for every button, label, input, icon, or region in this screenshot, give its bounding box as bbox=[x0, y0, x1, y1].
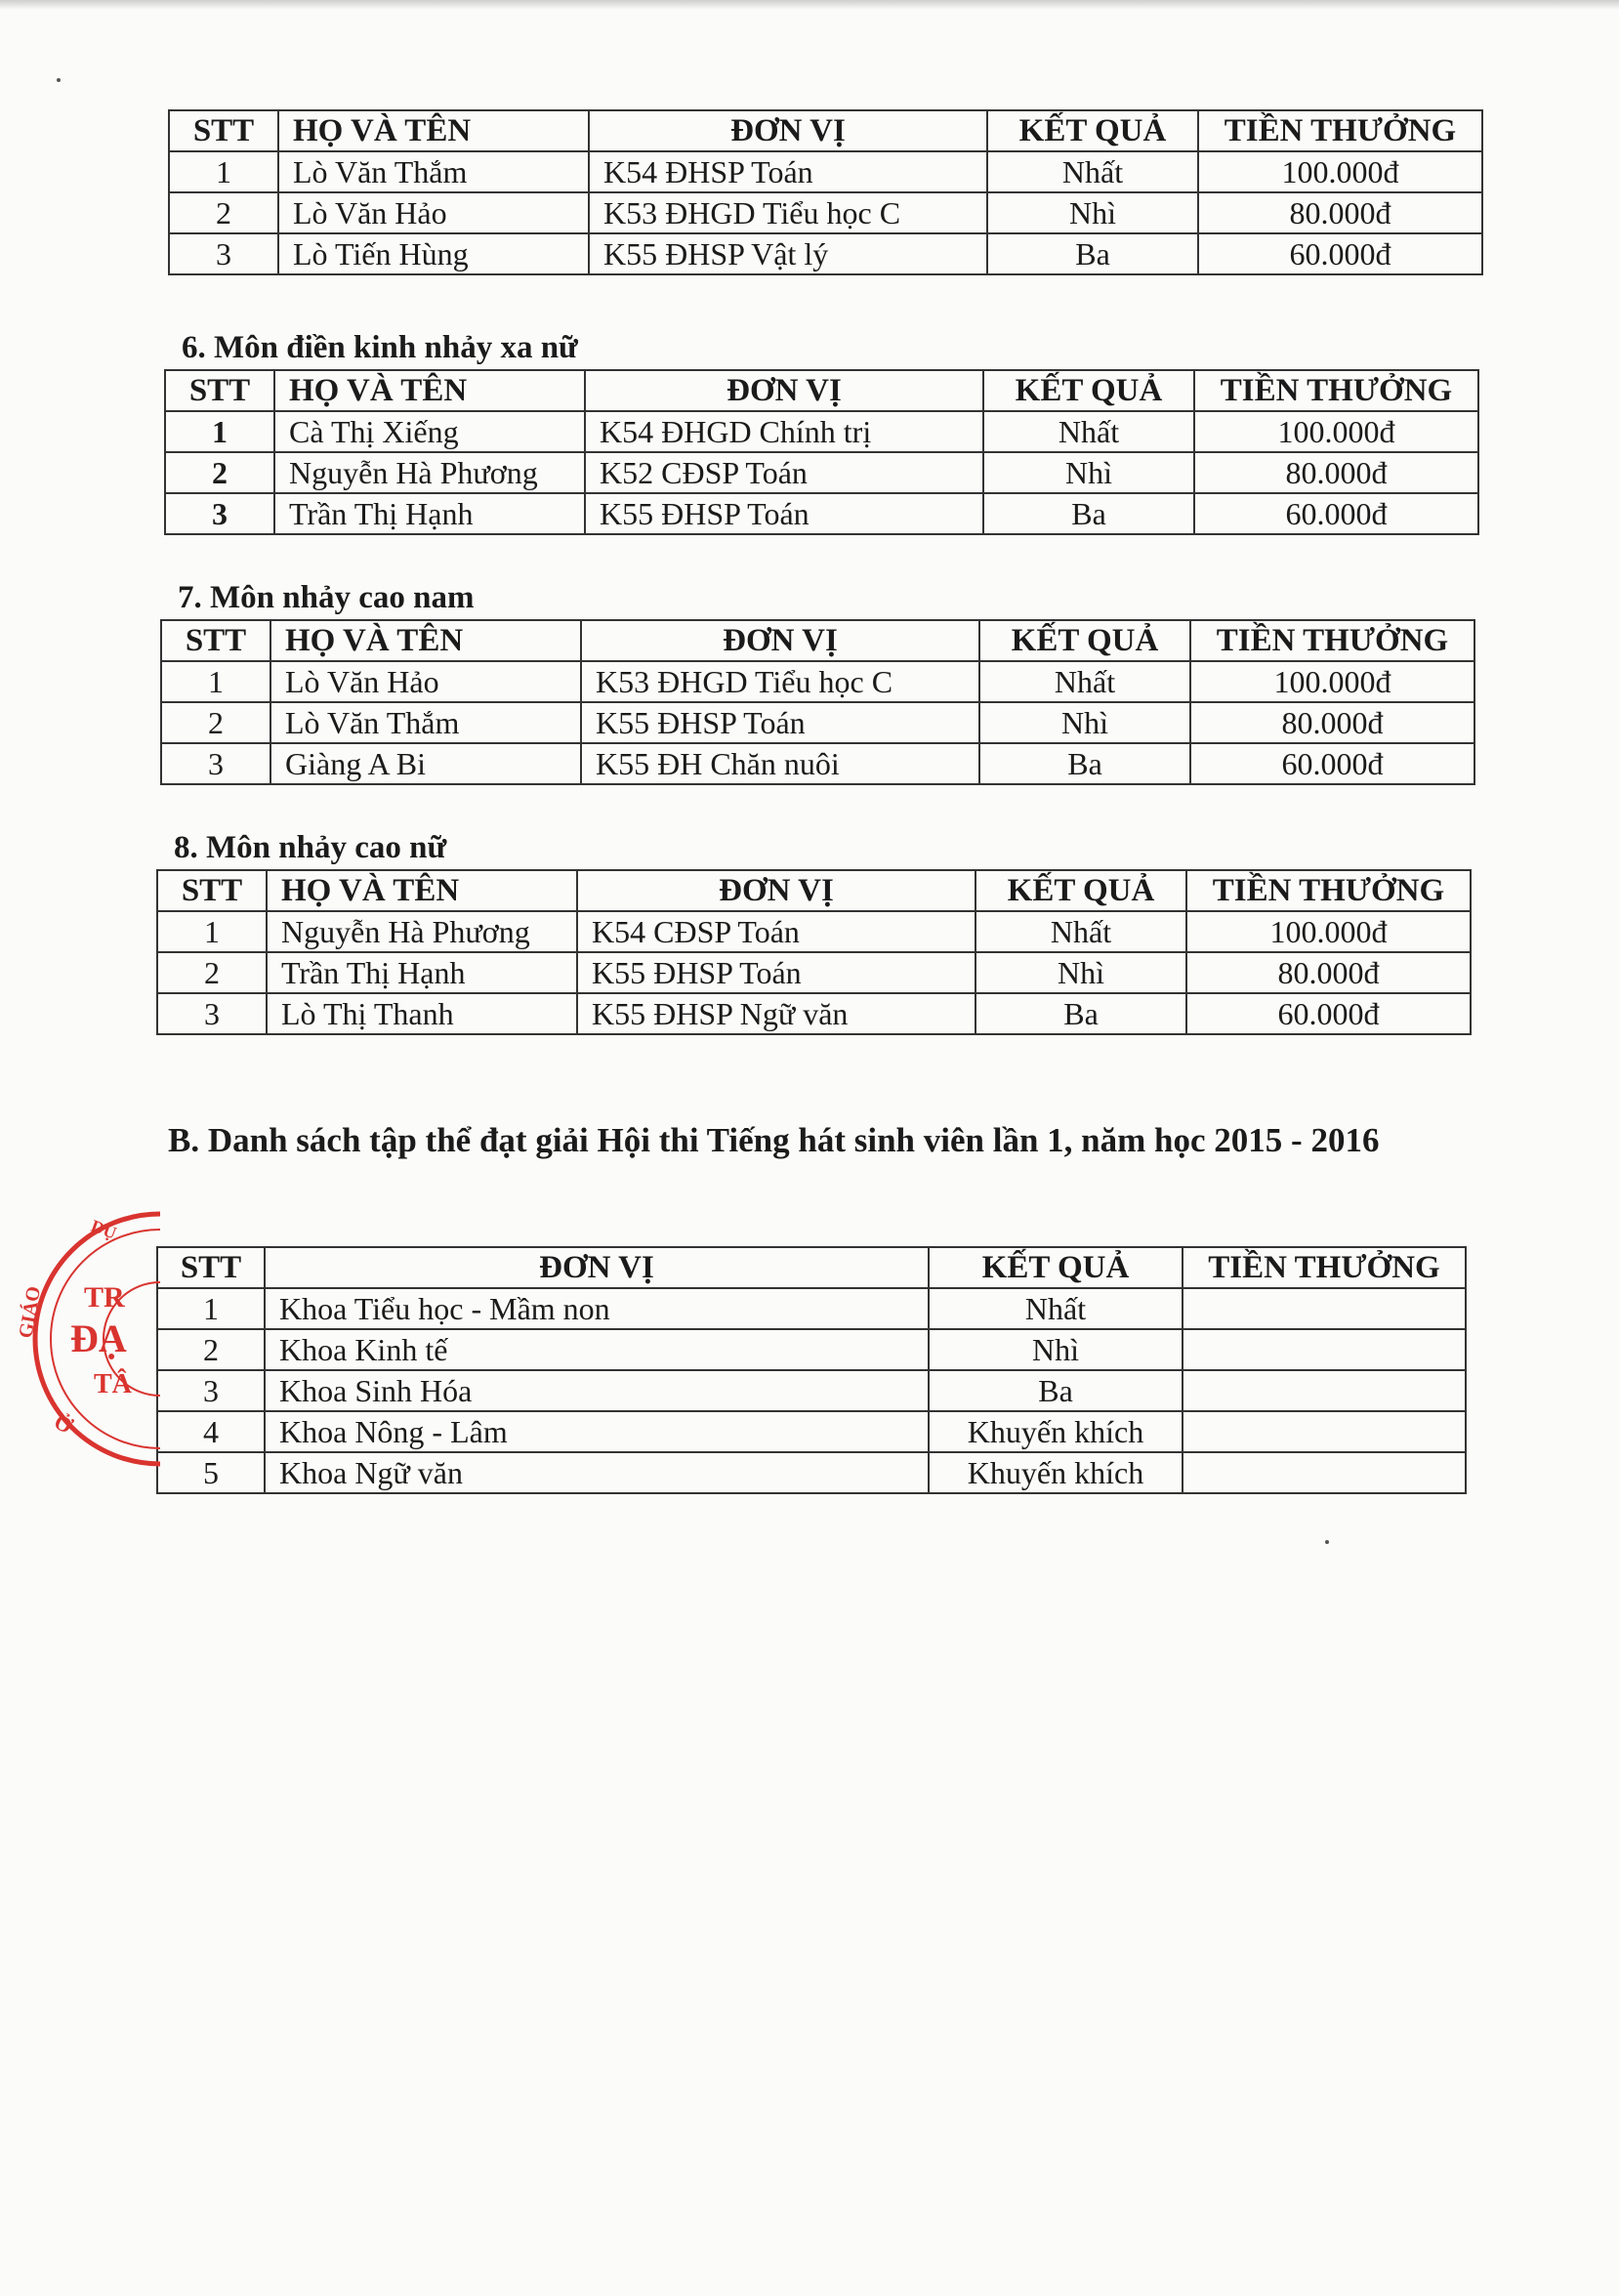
table-cell: 3 bbox=[161, 743, 270, 784]
table-cell: 3 bbox=[165, 493, 274, 534]
table-cell: 60.000đ bbox=[1190, 743, 1474, 784]
column-header: HỌ VÀ TÊN bbox=[267, 870, 577, 911]
column-header: ĐƠN VỊ bbox=[589, 110, 987, 151]
scan-speck bbox=[57, 78, 61, 82]
table-row bbox=[157, 1288, 1466, 1329]
column-header: STT bbox=[161, 620, 270, 661]
table-cell: 60.000đ bbox=[1186, 993, 1471, 1034]
table-cell: Nhất bbox=[983, 411, 1194, 452]
table-cell: Nguyễn Hà Phương bbox=[274, 452, 585, 493]
table-cell: Nhì bbox=[929, 1329, 1183, 1370]
table-cell: 4 bbox=[157, 1411, 265, 1452]
table-row bbox=[157, 1411, 1466, 1452]
table-cell bbox=[1183, 1452, 1466, 1493]
table-cell bbox=[1183, 1288, 1466, 1329]
table-cell: Nhì bbox=[979, 702, 1190, 743]
table-cell: Nhất bbox=[979, 661, 1190, 702]
column-header: ĐƠN VỊ bbox=[581, 620, 979, 661]
table-cell: Nhì bbox=[976, 952, 1186, 993]
table-cell: Lò Văn Hảo bbox=[270, 661, 581, 702]
table-cell: K55 ĐHSP Toán bbox=[585, 493, 983, 534]
scan-edge bbox=[0, 0, 1619, 10]
table-cell: 1 bbox=[157, 1288, 265, 1329]
table-cell: 2 bbox=[165, 452, 274, 493]
result-block bbox=[164, 328, 1477, 535]
table-cell: Ba bbox=[983, 493, 1194, 534]
table-cell: K55 ĐHSP Toán bbox=[581, 702, 979, 743]
table-row bbox=[157, 1329, 1466, 1370]
result-block bbox=[160, 578, 1474, 785]
column-header: ĐƠN VỊ bbox=[585, 370, 983, 411]
table-cell: K53 ĐHGD Tiểu học C bbox=[589, 192, 987, 233]
table-cell: Lò Văn Thắm bbox=[278, 151, 589, 192]
table-cell: 1 bbox=[165, 411, 274, 452]
svg-text:TÂ: TÂ bbox=[94, 1369, 132, 1399]
table-cell: K52 CĐSP Toán bbox=[585, 452, 983, 493]
table-row bbox=[169, 192, 1482, 233]
table-cell: 100.000đ bbox=[1186, 911, 1471, 952]
table-cell: Lò Thị Thanh bbox=[267, 993, 577, 1034]
event-heading: 7. Môn nhảy cao nam bbox=[178, 580, 475, 615]
table-cell: Cà Thị Xiếng bbox=[274, 411, 585, 452]
results-table bbox=[160, 619, 1475, 785]
table-cell bbox=[1183, 1370, 1466, 1411]
table-row bbox=[165, 452, 1478, 493]
table-cell: 60.000đ bbox=[1194, 493, 1478, 534]
column-header: HỌ VÀ TÊN bbox=[270, 620, 581, 661]
column-header: TIỀN THƯỞNG bbox=[1186, 870, 1471, 911]
table-cell: 1 bbox=[169, 151, 278, 192]
results-table bbox=[168, 109, 1483, 275]
table-row bbox=[157, 911, 1471, 952]
table-cell: Ba bbox=[976, 993, 1186, 1034]
table-row bbox=[157, 1452, 1466, 1493]
table-cell: Trần Thị Hạnh bbox=[267, 952, 577, 993]
section-b-heading: B. Danh sách tập thể đạt giải Hội thi Tiếng hát sinh viên lần 1, năm học 2015 - 2016 bbox=[168, 1121, 1380, 1159]
result-block bbox=[168, 109, 1481, 275]
table-cell: 2 bbox=[157, 1329, 265, 1370]
table-cell: Khoa Ngữ văn bbox=[265, 1452, 929, 1493]
table-cell bbox=[1183, 1411, 1466, 1452]
table-cell bbox=[1183, 1329, 1466, 1370]
section-b-table bbox=[156, 1246, 1467, 1494]
svg-text:Ở: Ở bbox=[50, 1408, 76, 1439]
table-row bbox=[157, 993, 1471, 1034]
table-cell: 80.000đ bbox=[1190, 702, 1474, 743]
column-header: TIỀN THƯỞNG bbox=[1183, 1247, 1466, 1288]
table-cell: Khoa Tiểu học - Mầm non bbox=[265, 1288, 929, 1329]
column-header: ĐƠN VỊ bbox=[265, 1247, 929, 1288]
table-row bbox=[161, 743, 1474, 784]
table-cell: 80.000đ bbox=[1186, 952, 1471, 993]
table-cell: 60.000đ bbox=[1198, 233, 1482, 274]
table-cell: 2 bbox=[157, 952, 267, 993]
table-cell: Khuyến khích bbox=[929, 1411, 1183, 1452]
column-header: TIỀN THƯỞNG bbox=[1198, 110, 1482, 151]
table-cell: 2 bbox=[161, 702, 270, 743]
table-cell: K55 ĐH Chăn nuôi bbox=[581, 743, 979, 784]
event-heading: 8. Môn nhảy cao nữ bbox=[174, 830, 447, 865]
column-header: TIỀN THƯỞNG bbox=[1194, 370, 1478, 411]
column-header: STT bbox=[157, 870, 267, 911]
result-block bbox=[156, 828, 1470, 1035]
table-cell: Nhì bbox=[983, 452, 1194, 493]
table-row bbox=[165, 411, 1478, 452]
table-row bbox=[169, 151, 1482, 192]
section-b-table-wrap bbox=[156, 1246, 1465, 1494]
table-cell: K55 ĐHSP Toán bbox=[577, 952, 976, 993]
table-header-row bbox=[165, 370, 1478, 411]
table-cell: Khoa Kinh tế bbox=[265, 1329, 929, 1370]
table-cell: Nhì bbox=[987, 192, 1198, 233]
table-cell: 80.000đ bbox=[1198, 192, 1482, 233]
column-header: STT bbox=[165, 370, 274, 411]
column-header: ĐƠN VỊ bbox=[577, 870, 976, 911]
table-cell: Lò Văn Hảo bbox=[278, 192, 589, 233]
table-cell: Khoa Nông - Lâm bbox=[265, 1411, 929, 1452]
column-header: TIỀN THƯỞNG bbox=[1190, 620, 1474, 661]
column-header: HỌ VÀ TÊN bbox=[274, 370, 585, 411]
table-cell: 3 bbox=[157, 1370, 265, 1411]
column-header: HỌ VÀ TÊN bbox=[278, 110, 589, 151]
column-header: KẾT QUẢ bbox=[987, 110, 1198, 151]
table-cell: Khoa Sinh Hóa bbox=[265, 1370, 929, 1411]
table-cell: 100.000đ bbox=[1198, 151, 1482, 192]
table-header-row bbox=[157, 870, 1471, 911]
table-cell: K53 ĐHGD Tiểu học C bbox=[581, 661, 979, 702]
table-row bbox=[157, 1370, 1466, 1411]
table-row bbox=[161, 702, 1474, 743]
results-table bbox=[156, 869, 1472, 1035]
table-cell: K55 ĐHSP Ngữ văn bbox=[577, 993, 976, 1034]
table-row bbox=[157, 952, 1471, 993]
table-cell: K54 ĐHGD Chính trị bbox=[585, 411, 983, 452]
table-cell: Nhất bbox=[976, 911, 1186, 952]
table-cell: Lò Văn Thắm bbox=[270, 702, 581, 743]
table-cell: 1 bbox=[157, 911, 267, 952]
table-cell: 80.000đ bbox=[1194, 452, 1478, 493]
svg-text:ĐẠ: ĐẠ bbox=[70, 1316, 127, 1360]
table-cell: Lò Tiến Hùng bbox=[278, 233, 589, 274]
table-cell: Ba bbox=[929, 1370, 1183, 1411]
table-header-row bbox=[169, 110, 1482, 151]
table-cell: Nguyễn Hà Phương bbox=[267, 911, 577, 952]
svg-text:GIÁO: GIÁO bbox=[15, 1284, 46, 1340]
table-row bbox=[169, 233, 1482, 274]
svg-text:TR: TR bbox=[84, 1281, 125, 1314]
table-cell: 1 bbox=[161, 661, 270, 702]
table-cell: K55 ĐHSP Vật lý bbox=[589, 233, 987, 274]
column-header: STT bbox=[157, 1247, 265, 1288]
table-cell: Khuyến khích bbox=[929, 1452, 1183, 1493]
column-header: STT bbox=[169, 110, 278, 151]
table-cell: Nhất bbox=[987, 151, 1198, 192]
scan-speck bbox=[1325, 1540, 1329, 1544]
table-cell: Trần Thị Hạnh bbox=[274, 493, 585, 534]
svg-text:DỤ: DỤ bbox=[88, 1215, 119, 1243]
table-cell: K54 CĐSP Toán bbox=[577, 911, 976, 952]
column-header: KẾT QUẢ bbox=[929, 1247, 1183, 1288]
table-cell: 3 bbox=[157, 993, 267, 1034]
table-cell: Ba bbox=[987, 233, 1198, 274]
table-cell: K54 ĐHSP Toán bbox=[589, 151, 987, 192]
column-header: KẾT QUẢ bbox=[979, 620, 1190, 661]
event-heading: 6. Môn điền kinh nhảy xa nữ bbox=[182, 330, 578, 365]
table-row bbox=[161, 661, 1474, 702]
table-header-row bbox=[161, 620, 1474, 661]
results-table bbox=[164, 369, 1479, 535]
table-cell: Nhất bbox=[929, 1288, 1183, 1329]
table-header-row bbox=[157, 1247, 1466, 1288]
column-header: KẾT QUẢ bbox=[983, 370, 1194, 411]
column-header: KẾT QUẢ bbox=[976, 870, 1186, 911]
table-cell: 2 bbox=[169, 192, 278, 233]
table-cell: 3 bbox=[169, 233, 278, 274]
table-cell: 100.000đ bbox=[1190, 661, 1474, 702]
table-row bbox=[165, 493, 1478, 534]
table-cell: 5 bbox=[157, 1452, 265, 1493]
table-cell: 100.000đ bbox=[1194, 411, 1478, 452]
table-cell: Giàng A Bi bbox=[270, 743, 581, 784]
red-stamp bbox=[14, 1207, 160, 1471]
table-cell: Ba bbox=[979, 743, 1190, 784]
